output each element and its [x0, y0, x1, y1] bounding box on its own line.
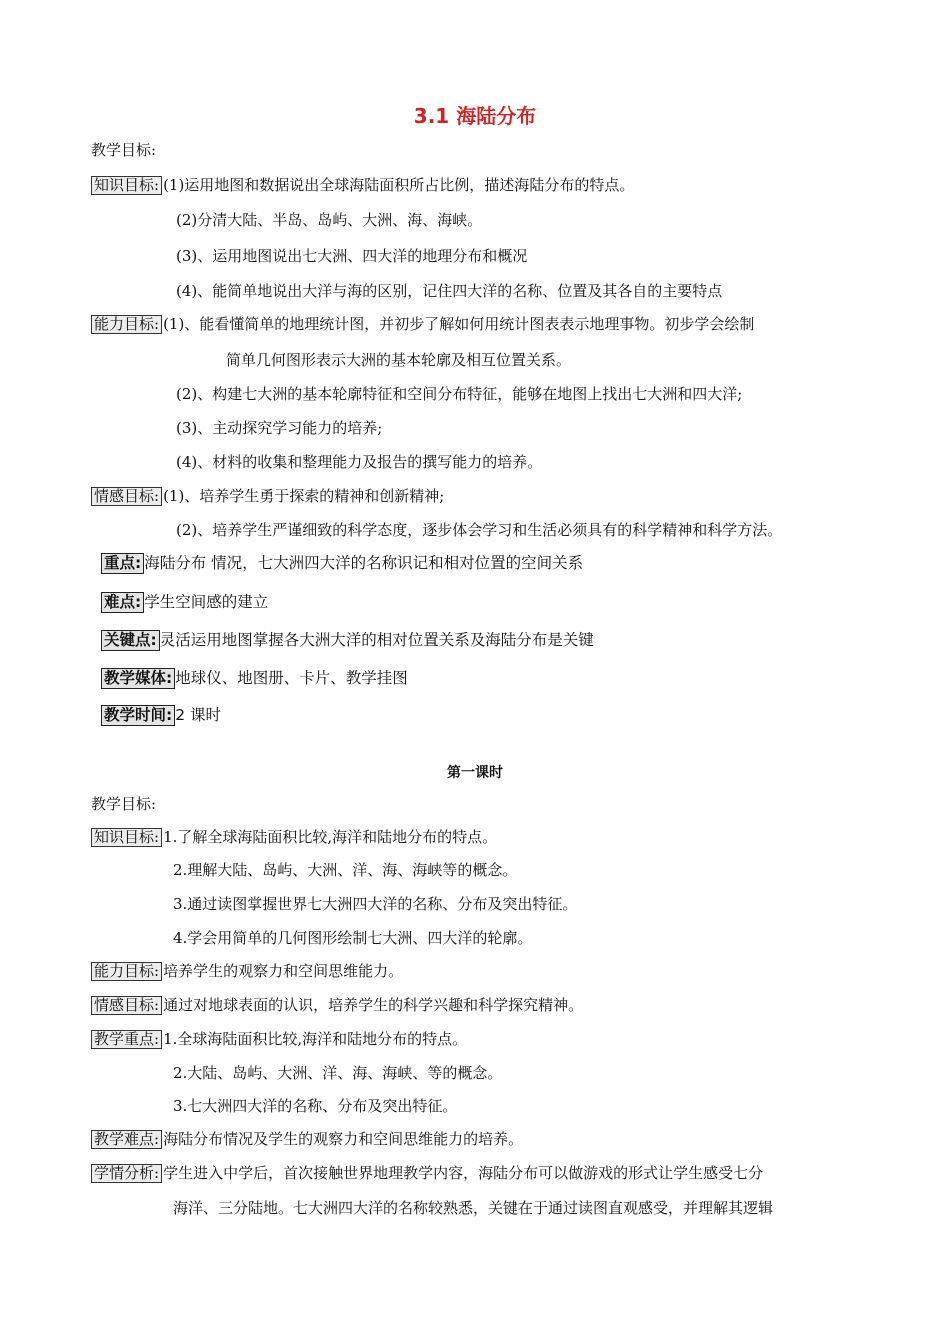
- crux-text: 灵活运用地图掌握各大洲大洋的相对位置关系及海陆分布是关键: [159, 631, 594, 649]
- knowledge-goal-item: 4.学会用简单的几何图形绘制七大洲、四大洋的轮廓。: [173, 929, 533, 947]
- ability-goal-row: [91, 314, 754, 334]
- teaching-difficulty-label: 教学难点:: [91, 1130, 162, 1149]
- knowledge-goal-item: (2)分清大陆、半岛、岛屿、大洲、海、海峡。: [176, 211, 483, 229]
- ability-goal-row: [91, 961, 403, 981]
- objectives-heading: 教学目标:: [91, 795, 157, 813]
- ability-goal-text: 培养学生的观察力和空间思维能力。: [163, 962, 404, 980]
- time-text: 2 课时: [175, 706, 221, 724]
- ability-goal-label: 能力目标:: [91, 315, 162, 334]
- knowledge-goal-label: 知识目标:: [91, 176, 162, 195]
- key-point-row: [101, 553, 583, 574]
- emotion-goal-row: [91, 995, 583, 1015]
- teaching-focus-item: 2.大陆、岛屿、大洲、洋、海、海峡、等的概念。: [173, 1064, 503, 1082]
- ability-goal-item: 简单几何图形表示大洲的基本轮廓及相互位置关系。: [226, 351, 572, 369]
- emotion-goal-item: (2)、培养学生严谨细致的科学态度，逐步体会学习和生活必须具有的科学精神和科学方法。: [176, 521, 783, 539]
- media-text: 地球仪、地图册、卡片、教学挂图: [175, 669, 408, 687]
- crux-row: [101, 630, 594, 651]
- teaching-focus-item: 1.全球海陆面积比较,海洋和陆地分布的特点。: [163, 1030, 468, 1048]
- difficulty-label: 难点:: [101, 592, 144, 613]
- teaching-focus-row: [91, 1029, 467, 1049]
- teaching-difficulty-text: 海陆分布情况及学生的观察力和空间思维能力的培养。: [163, 1130, 524, 1148]
- lesson-title: 第一课时: [447, 765, 503, 781]
- teaching-focus-item: 3.七大洲四大洋的名称、分布及突出特征。: [173, 1097, 458, 1115]
- ability-goal-item: (1)、能看懂简单的地理统计图，并初步了解如何用统计图表表示地理事物。初步学会绘制: [163, 315, 755, 333]
- student-analysis-text: 海洋、三分陆地。七大洲四大洋的名称较熟悉，关键在于通过读图直观感受，并理解其逻辑: [173, 1199, 774, 1217]
- student-analysis-row: [91, 1163, 763, 1183]
- emotion-goal-text: 通过对地球表面的认识，培养学生的科学兴趣和科学探究精神。: [163, 996, 584, 1014]
- objectives-heading: 教学目标:: [91, 141, 157, 159]
- knowledge-goal-item: 1.了解全球海陆面积比较,海洋和陆地分布的特点。: [163, 828, 498, 846]
- ability-goal-item: (3)、主动探究学习能力的培养;: [176, 419, 383, 437]
- ability-goal-item: (4)、材料的收集和整理能力及报告的撰写能力的培养。: [176, 453, 543, 471]
- teaching-focus-label: 教学重点:: [91, 1030, 162, 1049]
- student-analysis-label: 学情分析:: [91, 1164, 162, 1183]
- emotion-goal-label: 情感目标:: [91, 487, 162, 506]
- difficulty-text: 学生空间感的建立: [144, 593, 269, 611]
- knowledge-goal-item: 2.理解大陆、岛屿、大洲、洋、海、海峡等的概念。: [173, 861, 518, 879]
- knowledge-goal-row: [91, 175, 634, 195]
- crux-label: 关键点:: [101, 630, 160, 651]
- ability-goal-item: (2)、构建七大洲的基本轮廓特征和空间分布特征，能够在地图上找出七大洲和四大洋;: [176, 385, 743, 403]
- time-row: [101, 705, 221, 726]
- knowledge-goal-label: 知识目标:: [91, 828, 162, 847]
- emotion-goal-label: 情感目标:: [91, 996, 162, 1015]
- teaching-difficulty-row: [91, 1129, 523, 1149]
- key-point-text: 海陆分布 情况，七大洲四大洋的名称识记和相对位置的空间关系: [144, 554, 584, 572]
- knowledge-goal-row: [91, 827, 497, 847]
- time-label: 教学时间:: [101, 705, 175, 726]
- emotion-goal-row: [91, 486, 444, 506]
- knowledge-goal-item: (3)、运用地图说出七大洲、四大洋的地理分布和概况: [176, 247, 528, 265]
- key-point-label: 重点:: [101, 553, 144, 574]
- page-title: 3.1 海陆分布: [413, 104, 537, 128]
- media-label: 教学媒体:: [101, 668, 175, 689]
- difficulty-row: [101, 592, 268, 613]
- media-row: [101, 668, 408, 689]
- student-analysis-text: 学生进入中学后，首次接触世界地理教学内容，海陆分布可以做游戏的形式让学生感受七分: [163, 1164, 764, 1182]
- knowledge-goal-item: 3.通过读图掌握世界七大洲四大洋的名称、分布及突出特征。: [173, 895, 578, 913]
- ability-goal-label: 能力目标:: [91, 962, 162, 981]
- emotion-goal-item: (1)、培养学生勇于探索的精神和创新精神;: [163, 487, 445, 505]
- knowledge-goal-item: (4)、能简单地说出大洋与海的区别，记住四大洋的名称、位置及其各自的主要特点: [176, 282, 723, 300]
- knowledge-goal-item: (1)运用地图和数据说出全球海陆面积所占比例，描述海陆分布的特点。: [163, 176, 635, 194]
